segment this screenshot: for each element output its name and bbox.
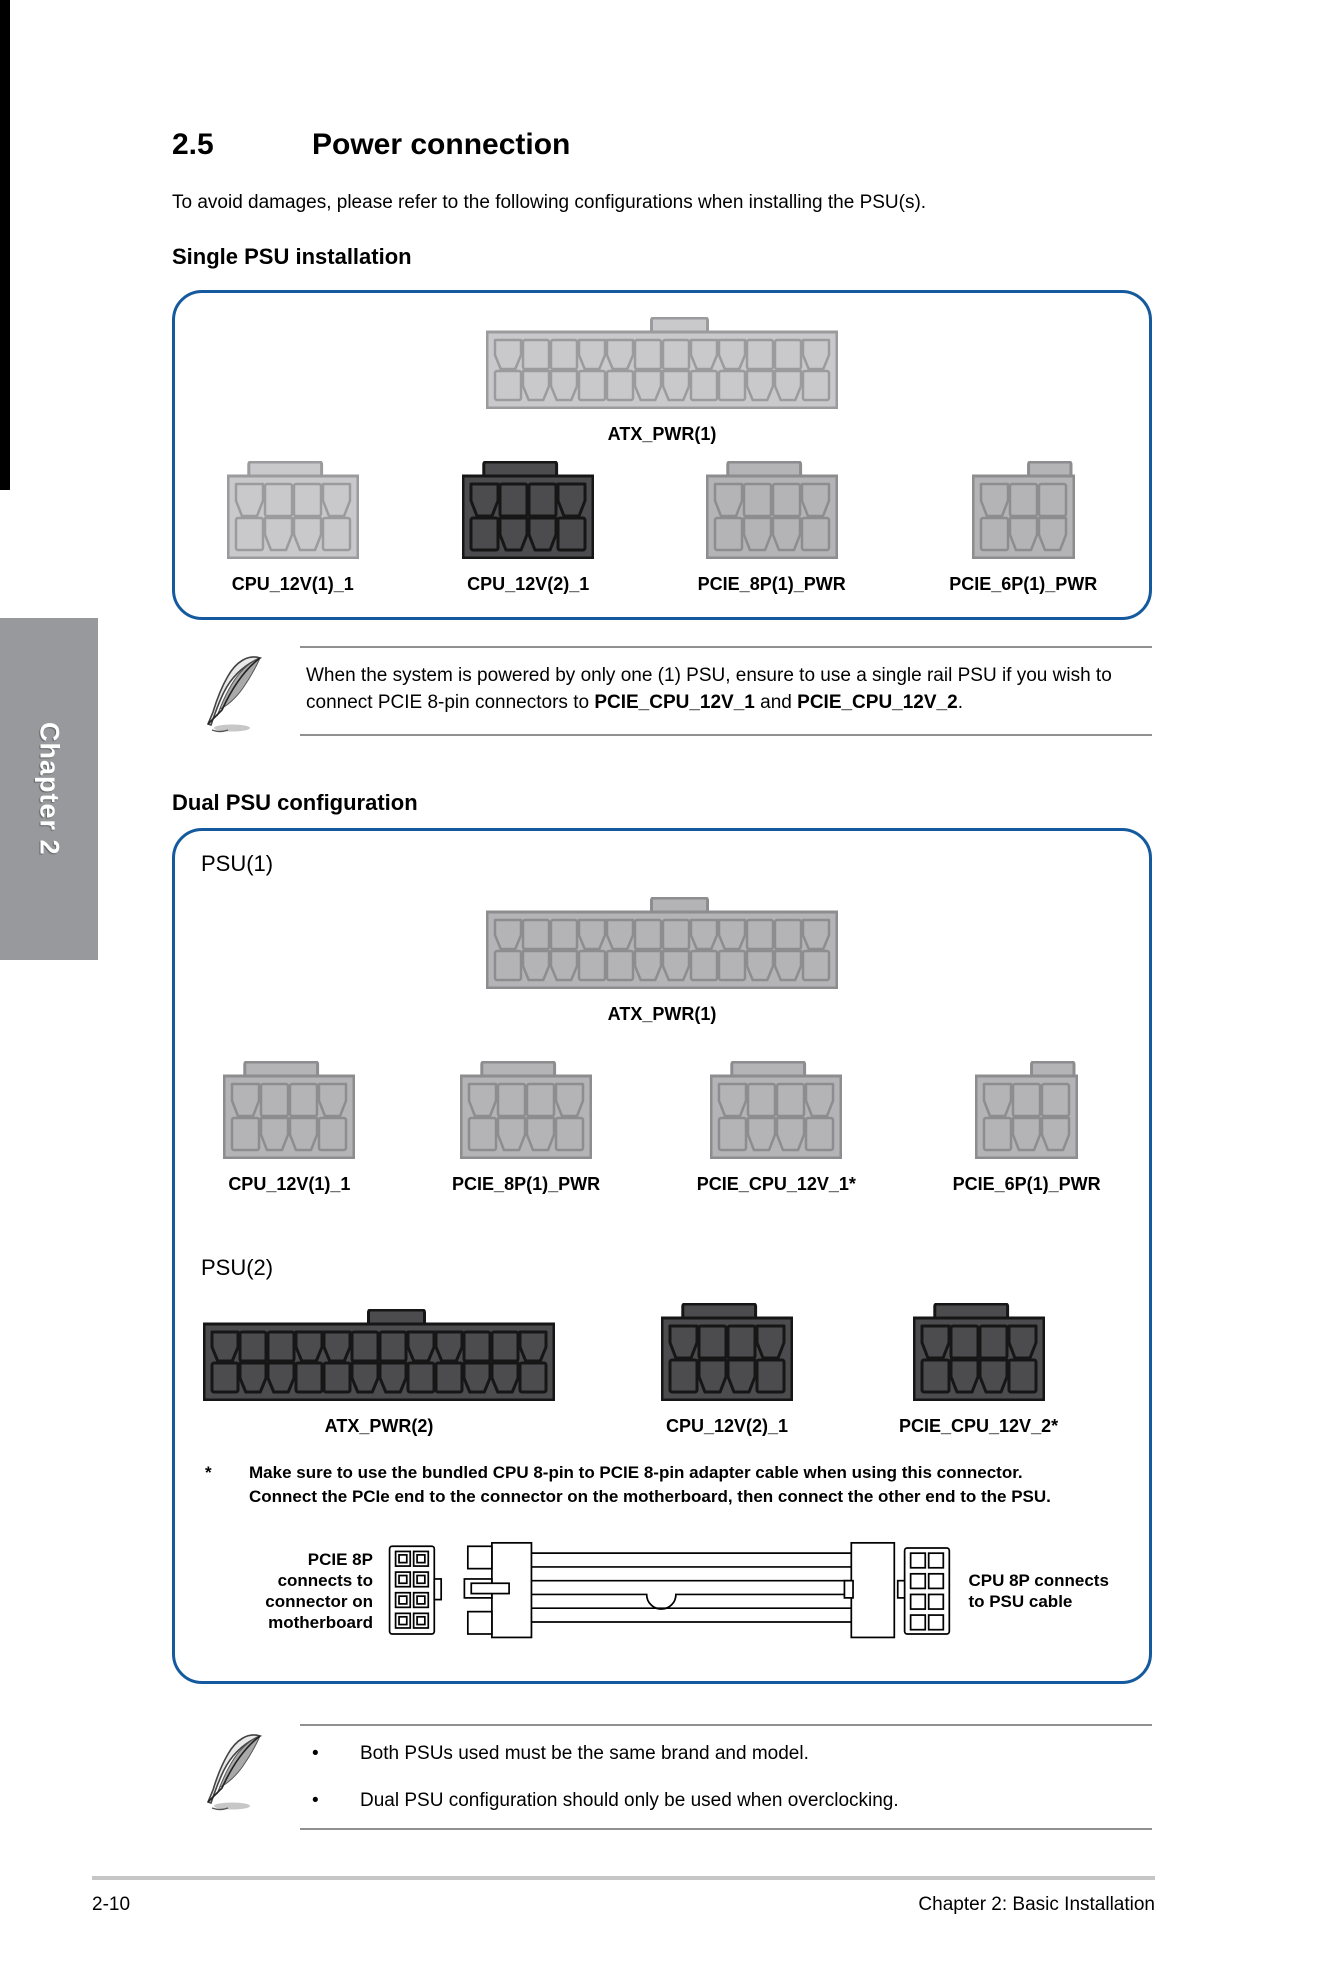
connector-label: ATX_PWR(1) <box>607 424 717 444</box>
asterisk-marker: * <box>205 1463 212 1482</box>
8pin-connector <box>460 1061 592 1159</box>
footer-chapter-title: Chapter 2: Basic Installation <box>918 1894 1155 1915</box>
connector-cell <box>223 1061 355 1195</box>
cable-right-caption <box>954 1570 1149 1612</box>
psu2-label: PSU(2) <box>201 1255 274 1280</box>
connector-label: PCIE_CPU_12V_2* <box>899 1416 1059 1436</box>
note-dual-psu <box>172 1724 1152 1830</box>
8pin-connector <box>710 1061 842 1159</box>
connector-label: CPU_12V(2)_1 <box>665 1416 789 1436</box>
8pin-connector-dark <box>462 461 594 559</box>
8pin-connector <box>227 461 359 559</box>
note-text <box>300 1724 1152 1830</box>
6pin-connector <box>975 1061 1078 1159</box>
connector-label: PCIE_CPU_12V_1* <box>696 1174 856 1194</box>
connector-label: ATX_PWR(2) <box>324 1416 434 1436</box>
asterisk-note-line1: Make sure to use the bundled CPU 8-pin to PCIE 8-pin adapter cable when using this connector. <box>249 1463 1023 1482</box>
caption-line: motherboard <box>268 1613 373 1632</box>
note-text-part: When the system is powered by only one (1) PSU, ensure to use a single rail PSU if you wish to connect PCIE 8-pin connectors to <box>306 665 1112 713</box>
note-icon-column <box>172 646 300 736</box>
note-icon-column <box>172 1724 300 1830</box>
single-connector-row <box>175 461 1149 595</box>
adapter-cable-figure <box>175 1527 1149 1655</box>
caption-line: connects to <box>277 1571 373 1590</box>
note-text-part: . <box>957 692 963 713</box>
dual-psu-heading: Dual PSU configuration <box>172 790 418 815</box>
connector-label: CPU_12V(1)_1 <box>231 574 354 594</box>
8pin-connector-dark <box>661 1303 793 1401</box>
single-psu-diagram-box <box>172 290 1152 620</box>
connector-cell <box>462 461 594 595</box>
asterisk-note-line2: Connect the PCIe end to the connector on the motherboard, then connect the other end to the PSU. <box>249 1487 1051 1506</box>
cable-left-caption <box>201 1549 387 1633</box>
dual-psu-diagram-box <box>172 828 1152 1684</box>
connector-cell <box>227 461 359 595</box>
section-number: 2.5 <box>172 128 214 161</box>
psu1-connector-row <box>175 1061 1149 1195</box>
connector-cell <box>949 461 1097 595</box>
connector-cell <box>899 1303 1058 1437</box>
caption-line: to PSU cable <box>968 1592 1073 1611</box>
connector-cell <box>661 1303 793 1437</box>
note-single-psu <box>172 646 1152 736</box>
8pin-connector <box>223 1061 355 1159</box>
caption-line: CPU 8P connects <box>968 1571 1109 1590</box>
connector-label: PCIE_6P(1)_PWR <box>952 1174 1101 1194</box>
connector-cell <box>203 1309 555 1437</box>
bullet-marker: • <box>312 1790 319 1811</box>
bullet-text: Both PSUs used must be the same brand and model. <box>360 1743 809 1764</box>
caption-line: connector on <box>265 1592 373 1611</box>
note-text-bold: PCIE_CPU_12V_2 <box>797 692 958 713</box>
connector-cell <box>953 1061 1101 1195</box>
caption-line: PCIE 8P <box>307 1550 373 1569</box>
8pin-connector-dark <box>913 1303 1045 1401</box>
chapter-tab <box>0 618 98 960</box>
quill-note-icon <box>198 1732 274 1814</box>
note-text <box>300 646 1152 736</box>
atx-pwr1-block <box>486 317 838 445</box>
atx-24pin-connector <box>486 897 838 989</box>
page-edge-bar <box>0 0 10 490</box>
cable-adapter-diagram <box>387 1527 954 1655</box>
connector-label: CPU_12V(2)_1 <box>467 574 590 594</box>
asterisk-note-text <box>249 1461 1051 1509</box>
atx-pwr1-block-dual <box>486 897 838 1025</box>
atx-24pin-connector-dark <box>203 1309 555 1401</box>
page-number: 2-10 <box>92 1894 131 1915</box>
bullet-marker: • <box>312 1743 319 1764</box>
page-footer <box>92 1876 1155 1916</box>
connector-label: CPU_12V(1)_1 <box>228 1174 351 1194</box>
8pin-connector <box>706 461 838 559</box>
connector-cell <box>697 1061 856 1195</box>
bullet-item <box>306 1740 1144 1767</box>
asterisk-note <box>175 1461 1149 1509</box>
connector-label: ATX_PWR(1) <box>607 1004 717 1024</box>
connector-cell <box>698 461 846 595</box>
quill-note-icon <box>198 654 274 736</box>
section-title-text: Power connection <box>312 128 571 161</box>
note-text-part: and <box>754 692 798 713</box>
psu1-label: PSU(1) <box>201 851 274 876</box>
section-title <box>172 128 1152 164</box>
bullet-text: Dual PSU configuration should only be used when overclocking. <box>360 1790 899 1811</box>
connector-label: PCIE_8P(1)_PWR <box>697 574 846 594</box>
atx-24pin-connector <box>486 317 838 409</box>
note-text-bold: PCIE_CPU_12V_1 <box>594 692 755 713</box>
6pin-connector <box>972 461 1075 559</box>
intro-paragraph: To avoid damages, please refer to the following configurations when installing the PSU(s). <box>172 192 927 213</box>
psu2-connector-row <box>175 1303 1149 1437</box>
connector-cell <box>452 1061 600 1195</box>
single-psu-heading: Single PSU installation <box>172 244 412 269</box>
bullet-item <box>306 1787 1144 1814</box>
connector-label: PCIE_6P(1)_PWR <box>949 574 1098 594</box>
connector-label: PCIE_8P(1)_PWR <box>452 1174 601 1194</box>
chapter-tab-label: Chapter 2 <box>34 722 65 856</box>
